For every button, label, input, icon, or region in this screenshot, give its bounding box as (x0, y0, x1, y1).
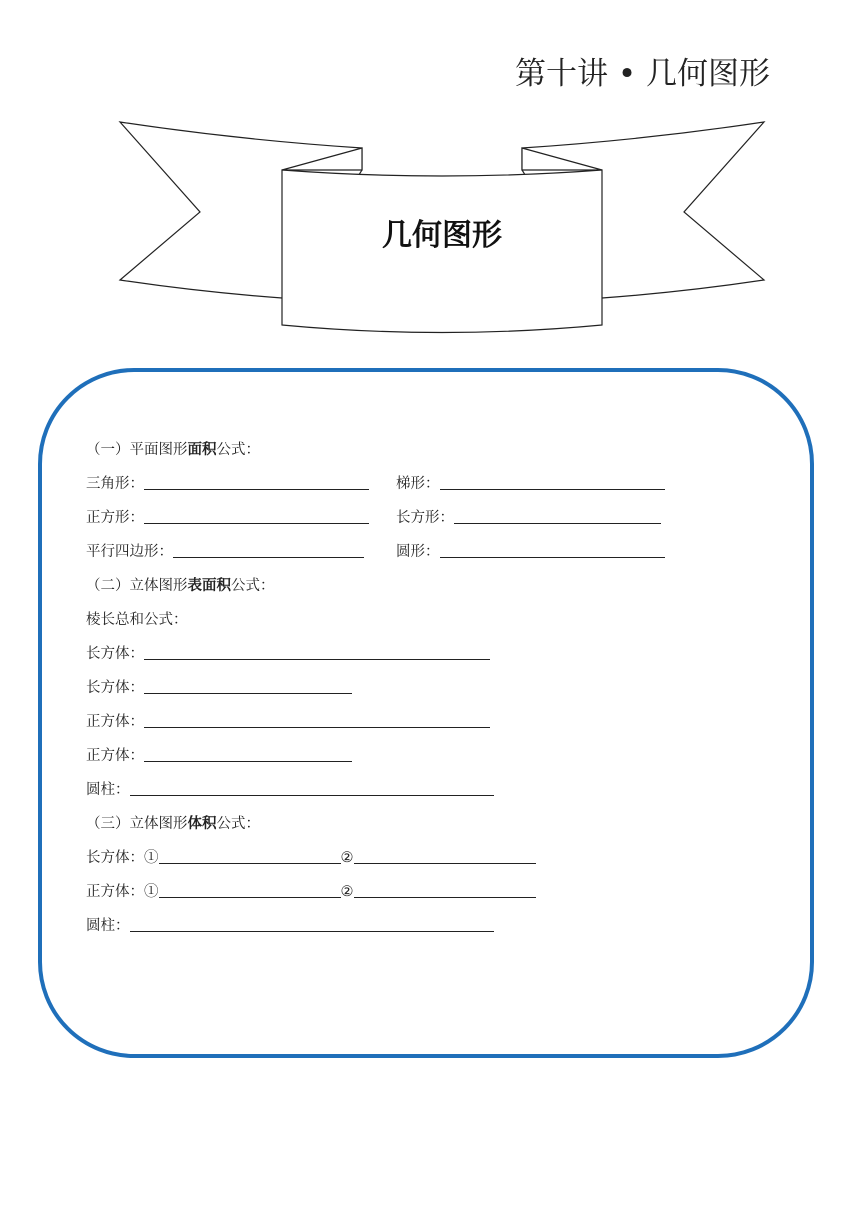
square-answer-blank[interactable] (144, 507, 369, 524)
section-prefix: （三）立体图形 (86, 816, 188, 832)
section-plane-area-heading (86, 439, 260, 461)
edge-sum-label: 棱长总和公式： (86, 612, 188, 628)
cuboid-label: 长方体： (86, 850, 144, 866)
cuboid-label: 长方体： (86, 646, 144, 662)
circle-row (396, 541, 665, 563)
cylinder-volume-blank[interactable] (130, 915, 494, 932)
lecture-title: 第十讲 • 几何图形 (515, 56, 770, 92)
marker-one: ① (144, 884, 159, 900)
cuboid-volume-blank-1[interactable] (159, 847, 341, 864)
section-prefix: （二）立体图形 (86, 578, 188, 594)
cuboid-surface-blank-1[interactable] (144, 643, 490, 660)
section-keyword: 面积 (187, 441, 217, 458)
cube-surface-blank-2[interactable] (144, 745, 352, 762)
marker-one: ① (144, 850, 159, 866)
parallelogram-answer-blank[interactable] (173, 541, 364, 558)
section-suffix: 公式： (216, 816, 260, 832)
circle-answer-blank[interactable] (440, 541, 665, 558)
section-solid-volume-heading (86, 813, 260, 835)
cube-surface-blank-1[interactable] (144, 711, 490, 728)
cylinder-volume-row (86, 915, 494, 937)
parallelogram-row (86, 541, 364, 563)
parallelogram-label: 平行四边形： (86, 544, 173, 560)
cuboid-surface-blank-2[interactable] (144, 677, 352, 694)
cuboid-label: 长方体： (86, 680, 144, 696)
cube-surface-row-2 (86, 745, 352, 767)
section-keyword: 表面积 (187, 577, 231, 594)
rectangle-row (396, 507, 661, 529)
cube-volume-blank-2[interactable] (354, 881, 536, 898)
cube-label: 正方体： (86, 748, 144, 764)
cylinder-surface-blank[interactable] (130, 779, 494, 796)
banner-title: 几何图形 (382, 218, 502, 253)
section-keyword: 体积 (187, 815, 217, 832)
triangle-row (86, 473, 369, 495)
edge-sum-row (86, 609, 188, 631)
cylinder-label: 圆柱： (86, 782, 130, 798)
ribbon-banner (0, 0, 860, 340)
section-suffix: 公式： (216, 442, 260, 458)
section-prefix: （一）平面图形 (86, 442, 188, 458)
circle-label: 圆形： (396, 544, 440, 560)
trapezoid-answer-blank[interactable] (440, 473, 665, 490)
square-label: 正方形： (86, 510, 144, 526)
marker-two: ② (340, 884, 354, 900)
rectangle-answer-blank[interactable] (454, 507, 661, 524)
triangle-label: 三角形： (86, 476, 144, 492)
cube-surface-row-1 (86, 711, 490, 733)
trapezoid-label: 梯形： (396, 476, 440, 492)
cube-label: 正方体： (86, 714, 144, 730)
triangle-answer-blank[interactable] (144, 473, 369, 490)
cube-volume-row (86, 881, 536, 903)
marker-two: ② (340, 850, 354, 866)
cylinder-surface-row (86, 779, 494, 801)
section-suffix: 公式： (231, 578, 275, 594)
cube-label: 正方体： (86, 884, 144, 900)
cylinder-label: 圆柱： (86, 918, 130, 934)
cube-volume-blank-1[interactable] (159, 881, 341, 898)
trapezoid-row (396, 473, 665, 495)
cuboid-surface-row-1 (86, 643, 490, 665)
cuboid-surface-row-2 (86, 677, 352, 699)
rectangle-label: 长方形： (396, 510, 454, 526)
cuboid-volume-blank-2[interactable] (354, 847, 536, 864)
square-row (86, 507, 369, 529)
cuboid-volume-row (86, 847, 536, 869)
section-solid-surface-heading (86, 575, 275, 597)
